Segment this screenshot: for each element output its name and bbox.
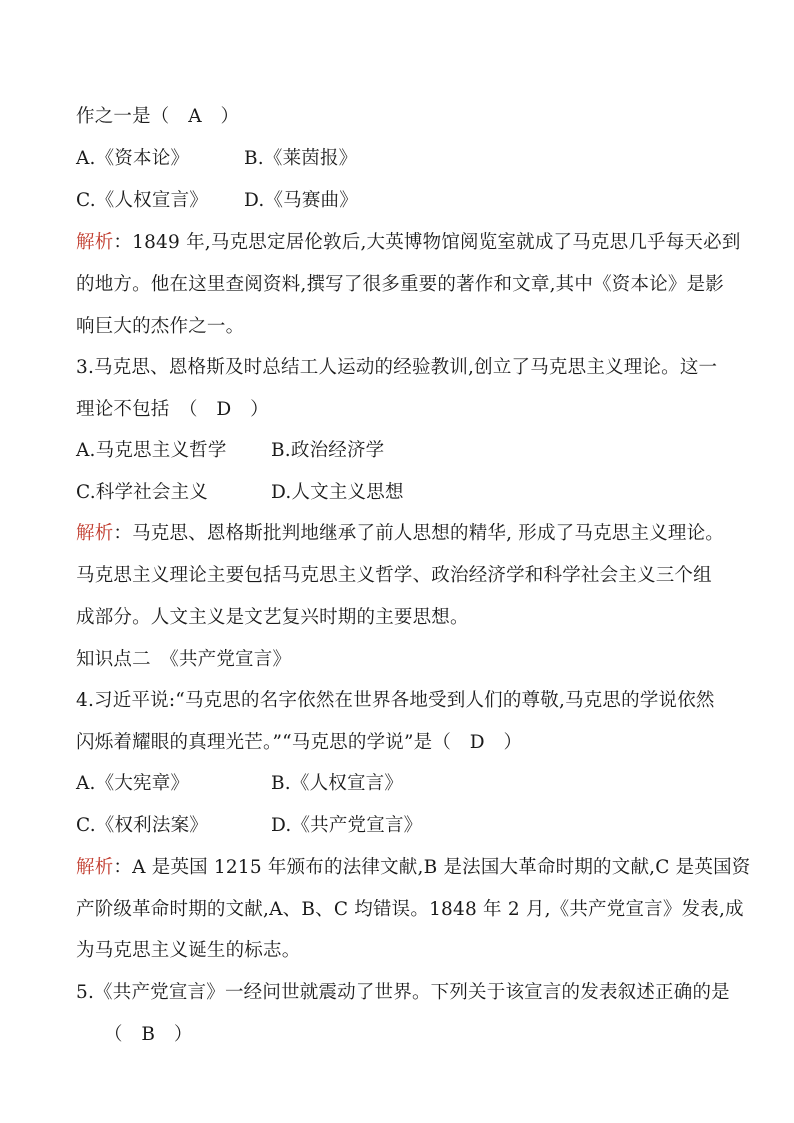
q5-answer: （ B ） [104, 1024, 193, 1045]
q3-stem-line-1: 3.马克思、恩格斯及时总结工人运动的经验教训,创立了马克思主义理论。这一 [76, 357, 718, 378]
q4-analysis-text-1: ：A 是英国 1215 年颁布的法律文献,B 是法国大革命时期的文献,C 是英国资 [113, 857, 751, 878]
section-heading: 知识点二 《共产党宣言》 [76, 649, 292, 670]
q3-option-a: A.马克思主义哲学 [76, 440, 227, 461]
q2-option-a: A.《资本论》 [76, 148, 190, 169]
q2-option-row-2 [76, 189, 358, 213]
q4-option-row-2 [76, 814, 423, 838]
q2-analysis-line-1 [76, 231, 741, 255]
q4-option-b: B.《人权宣言》 [271, 773, 404, 794]
q2-option-b: B.《莱茵报》 [244, 148, 358, 169]
q4-option-c: C.《权利法案》 [76, 815, 208, 836]
q4-stem-line-1: 4.习近平说:“马克思的名字依然在世界各地受到人们的尊敬,马克思的学说依然 [76, 690, 715, 711]
q4-analysis-line-3: 为马克思主义诞生的标志。 [76, 940, 301, 961]
q4-stem-line-2: 闪烁着耀眼的真理光芒。”“马克思的学说”是（ D ） [76, 732, 523, 753]
q3-option-row-1 [76, 439, 385, 463]
q3-analysis-line-3: 成部分。人文主义是文艺复兴时期的主要思想。 [76, 607, 469, 628]
q3-stem-line-2: 理论不包括 （ D ） [76, 399, 269, 420]
q3-option-d: D.人文主义思想 [271, 482, 404, 503]
q2-analysis-line-2: 的地方。他在这里查阅资料,撰写了很多重要的著作和文章,其中《资本论》是影 [76, 274, 724, 295]
q2-stem: 作之一是（ A ） [76, 106, 240, 127]
q3-analysis-line-1 [76, 522, 724, 546]
q3-option-b: B.政治经济学 [271, 440, 385, 461]
q3-analysis-line-2: 马克思主义理论主要包括马克思主义哲学、政治经济学和科学社会主义三个组 [76, 565, 712, 586]
q2-analysis-label: 解析 [76, 232, 114, 253]
q4-option-row-1 [76, 772, 404, 796]
q4-analysis-line-1 [76, 856, 750, 880]
q2-analysis-text-1: ：1849 年,马克思定居伦敦后,大英博物馆阅览室就成了马克思几乎每天必到 [113, 232, 741, 253]
q3-analysis-text-1: ：马克思、恩格斯批判地继承了前人思想的精华, 形成了马克思主义理论。 [113, 523, 724, 544]
q4-analysis-line-2: 产阶级革命时期的文献,A、B、C 均错误。1848 年 2 月,《共产党宣言》发表,成 [76, 899, 744, 920]
q2-analysis-line-3: 响巨大的杰作之一。 [76, 316, 245, 337]
q3-option-c: C.科学社会主义 [76, 482, 208, 503]
q2-option-c: C.《人权宣言》 [76, 190, 208, 211]
q4-analysis-label: 解析 [76, 857, 114, 878]
q4-option-d: D.《共产党宣言》 [271, 815, 423, 836]
q5-stem: 5.《共产党宣言》一经问世就震动了世界。下列关于该宣言的发表叙述正确的是 [76, 982, 730, 1003]
q3-option-row-2 [76, 481, 404, 505]
q2-option-d: D.《马赛曲》 [244, 190, 358, 211]
q2-option-row-1 [76, 147, 358, 171]
q4-option-a: A.《大宪章》 [76, 773, 190, 794]
q3-analysis-label: 解析 [76, 523, 114, 544]
